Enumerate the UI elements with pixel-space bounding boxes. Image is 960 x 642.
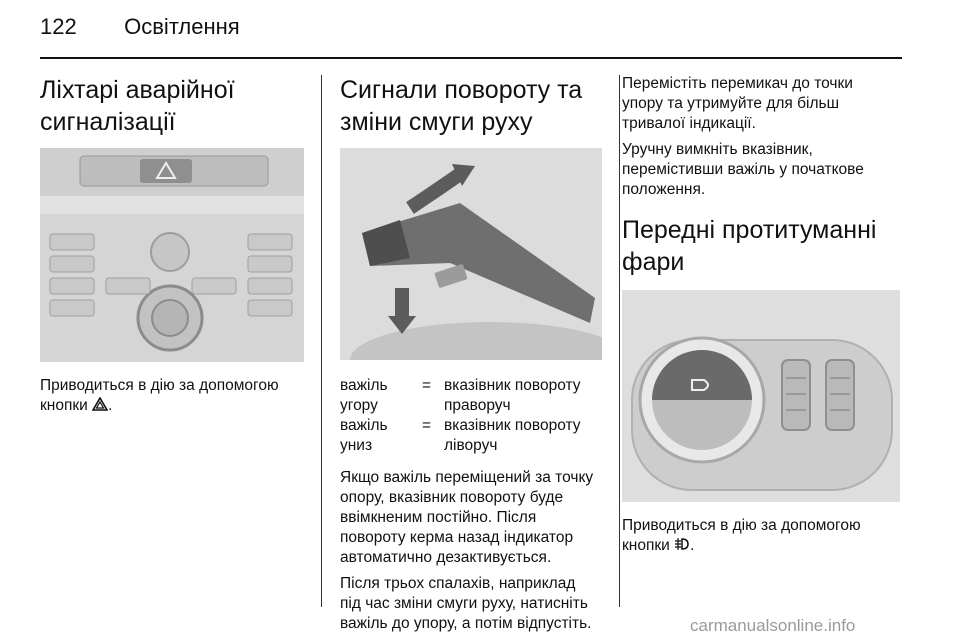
legend-term-up: важіль угору bbox=[340, 377, 388, 414]
legend-term-down: важіль униз bbox=[340, 417, 388, 454]
section-title-turn-signals: Сигнали повороту та зміни смуги руху bbox=[340, 76, 583, 136]
watermark: carmanualsonline.info bbox=[690, 616, 856, 635]
section-title-fog-lights: Передні протитуманні фари bbox=[622, 216, 877, 276]
legend-desc-down: вказівник повороту ліворуч bbox=[444, 417, 581, 454]
page-number: 122 bbox=[40, 14, 77, 39]
chapter-title: Освітлення bbox=[124, 14, 240, 39]
column-divider-1 bbox=[321, 75, 322, 607]
hazard-triangle-icon bbox=[92, 397, 108, 411]
turn-signal-paragraph-2: Після трьох спалахів, наприклад під час зміни смуги руху, натисніть важіль до упору, а потім відпустіть. bbox=[340, 575, 592, 632]
turn-signal-lever-illustration bbox=[340, 148, 602, 360]
hazard-instruction: Приводиться в дію за допомогою кнопки . bbox=[40, 377, 279, 414]
legend-eq-down: = bbox=[422, 417, 432, 434]
legend-eq-up: = bbox=[422, 377, 432, 394]
turn-signal-paragraph-1: Якщо важіль переміщений за точку опору, вказівник повороту буде ввімкненим постійно. Після повороту керма назад індикатор автоматично дезактивується. bbox=[340, 469, 594, 566]
legend-desc-up: вказівник повороту праворуч bbox=[444, 377, 581, 414]
page-header bbox=[40, 14, 240, 40]
column-hazard bbox=[40, 74, 304, 422]
turn-signal-paragraph-3: Перемістіть перемикач до точки упору та утримуйте для більш тривалої індикації. bbox=[622, 75, 853, 132]
column-turn-signals bbox=[340, 74, 602, 640]
column-fog-lights bbox=[622, 74, 902, 562]
header-rule bbox=[40, 57, 902, 59]
section-title-hazard: Ліхтарі аварійної сигналізації bbox=[40, 76, 235, 136]
turn-signal-paragraph-4: Уручну вимкніть вказівник, перемістивши важіль у початкове положення. bbox=[622, 141, 864, 198]
fog-light-switch-illustration bbox=[622, 290, 900, 502]
hazard-console-illustration bbox=[40, 148, 304, 362]
column-divider-2 bbox=[619, 75, 620, 607]
front-fog-light-icon bbox=[674, 537, 690, 551]
fog-light-instruction: Приводиться в дію за допомогою кнопки . bbox=[622, 517, 861, 554]
lever-legend bbox=[340, 376, 602, 456]
